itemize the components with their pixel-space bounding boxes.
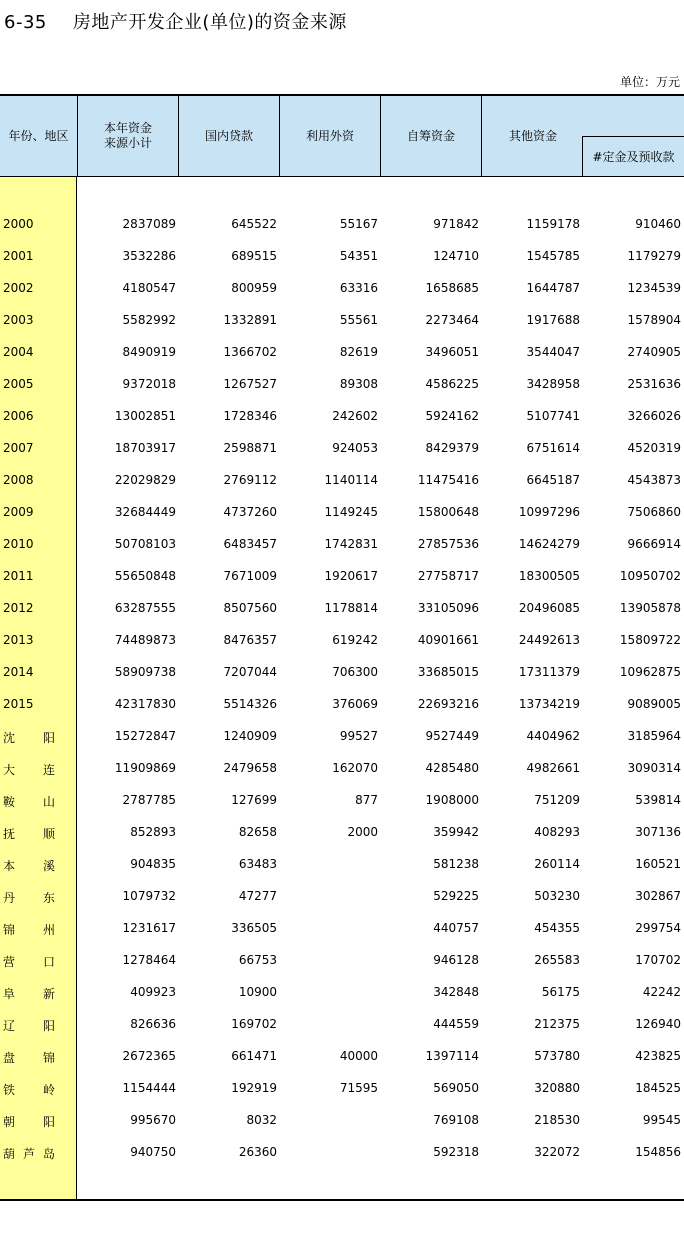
- table-number: 6-35: [4, 12, 47, 33]
- cell-c2: 8507560: [223, 601, 277, 615]
- cell-c3: 2000: [347, 825, 378, 839]
- cell-c6: 1179279: [627, 249, 681, 263]
- cell-c6: 99545: [642, 1113, 681, 1127]
- table-row: [0, 656, 684, 688]
- cell-c2: 127699: [231, 793, 277, 807]
- cell-c1: 1231617: [122, 921, 176, 935]
- cell-c6: 423825: [635, 1049, 681, 1063]
- cell-c5: 3544047: [526, 345, 580, 359]
- row-year: 2012: [3, 601, 34, 615]
- cell-c5: 17311379: [518, 665, 580, 679]
- row-region: 沈 阳: [3, 731, 55, 745]
- cell-c4: 1658685: [425, 281, 479, 295]
- cell-c1: 58909738: [114, 665, 176, 679]
- cell-c5: 751209: [534, 793, 580, 807]
- cell-c5: 320880: [534, 1081, 580, 1095]
- cell-c2: 66753: [238, 953, 277, 967]
- row-region: 朝 阳: [3, 1115, 55, 1129]
- table-row: [0, 976, 684, 1008]
- table-row: [0, 880, 684, 912]
- cell-c4: 27758717: [417, 569, 479, 583]
- cell-c1: 940750: [130, 1145, 176, 1159]
- row-year: 2004: [3, 345, 34, 359]
- cell-c2: 7207044: [223, 665, 277, 679]
- table-row: [0, 1072, 684, 1104]
- cell-c2: 1332891: [223, 313, 277, 327]
- cell-c6: 539814: [635, 793, 681, 807]
- cell-c5: 265583: [534, 953, 580, 967]
- header-deposits: [582, 136, 684, 176]
- cell-c1: 15272847: [114, 729, 176, 743]
- cell-c1: 50708103: [114, 537, 176, 551]
- row-region: 锦 州: [3, 923, 55, 937]
- row-year: 2013: [3, 633, 34, 647]
- cell-c2: 10900: [238, 985, 277, 999]
- table-header: [0, 96, 684, 177]
- table-row: [0, 1040, 684, 1072]
- cell-c5: 4982661: [526, 761, 580, 775]
- header-year-region: [0, 96, 78, 176]
- cell-c5: 1545785: [526, 249, 580, 263]
- cell-c6: 302867: [635, 889, 681, 903]
- row-year: 2010: [3, 537, 34, 551]
- cell-c1: 13002851: [114, 409, 176, 423]
- bottom-rule: [0, 1199, 684, 1201]
- cell-c6: 7506860: [627, 505, 681, 519]
- cell-c5: 218530: [534, 1113, 580, 1127]
- cell-c5: 56175: [541, 985, 580, 999]
- cell-c4: 769108: [433, 1113, 479, 1127]
- cell-c5: 503230: [534, 889, 580, 903]
- header-self-raised-label: 自筹资金: [406, 128, 455, 143]
- cell-c6: 4543873: [627, 473, 681, 487]
- header-year-region-label: 年份、地区: [8, 128, 69, 143]
- header-domestic-loans-label: 国内贷款: [204, 128, 253, 143]
- cell-c6: 184525: [635, 1081, 681, 1095]
- cell-c1: 55650848: [114, 569, 176, 583]
- row-year: 2003: [3, 313, 34, 327]
- cell-c1: 9372018: [122, 377, 176, 391]
- cell-c5: 18300505: [518, 569, 580, 583]
- table-row: [0, 848, 684, 880]
- table-row: [0, 816, 684, 848]
- cell-c2: 47277: [238, 889, 277, 903]
- cell-c4: 1908000: [425, 793, 479, 807]
- cell-c6: 42242: [642, 985, 681, 999]
- cell-c5: 454355: [534, 921, 580, 935]
- cell-c3: 619242: [332, 633, 378, 647]
- unit-label: 单位：万元: [619, 75, 680, 89]
- cell-c4: 440757: [433, 921, 479, 935]
- table-row: [0, 400, 684, 432]
- cell-c6: 4520319: [627, 441, 681, 455]
- cell-c1: 5582992: [122, 313, 176, 327]
- row-region: 鞍 山: [3, 795, 55, 809]
- cell-c2: 6483457: [223, 537, 277, 551]
- cell-c3: 877: [355, 793, 378, 807]
- cell-c2: 661471: [231, 1049, 277, 1063]
- header-self-raised: [381, 96, 482, 176]
- cell-c3: 54351: [339, 249, 378, 263]
- cell-c1: 42317830: [114, 697, 176, 711]
- cell-c2: 7671009: [223, 569, 277, 583]
- cell-c6: 1578904: [627, 313, 681, 327]
- cell-c2: 8476357: [223, 633, 277, 647]
- cell-c4: 27857536: [417, 537, 479, 551]
- cell-c6: 9666914: [627, 537, 681, 551]
- cell-c3: 924053: [332, 441, 378, 455]
- cell-c3: 1920617: [324, 569, 378, 583]
- row-year: 2007: [3, 441, 34, 455]
- cell-c2: 1366702: [223, 345, 277, 359]
- cell-c6: 9089005: [627, 697, 681, 711]
- table-title-text: 房地产开发企业(单位)的资金来源: [72, 12, 347, 33]
- cell-c4: 11475416: [417, 473, 479, 487]
- cell-c4: 33105096: [417, 601, 479, 615]
- cell-c3: 89308: [339, 377, 378, 391]
- header-deposits-label: #定金及预收款: [592, 150, 675, 164]
- cell-c5: 24492613: [518, 633, 580, 647]
- cell-c1: 74489873: [114, 633, 176, 647]
- cell-c2: 1728346: [223, 409, 277, 423]
- cell-c4: 9527449: [425, 729, 479, 743]
- cell-c4: 342848: [433, 985, 479, 999]
- cell-c1: 2837089: [122, 217, 176, 231]
- cell-c4: 124710: [433, 249, 479, 263]
- cell-c3: 40000: [339, 1049, 378, 1063]
- row-region: 营 口: [3, 955, 55, 969]
- cell-c2: 1240909: [223, 729, 277, 743]
- cell-c2: 192919: [231, 1081, 277, 1095]
- table-row: [0, 1136, 684, 1168]
- row-year: 2001: [3, 249, 34, 263]
- cell-c6: 10950702: [619, 569, 681, 583]
- cell-c5: 212375: [534, 1017, 580, 1031]
- header-foreign-capital: [280, 96, 381, 176]
- cell-c5: 4404962: [526, 729, 580, 743]
- cell-c3: 55561: [339, 313, 378, 327]
- row-region: 盘 锦: [3, 1051, 55, 1065]
- row-year: 2002: [3, 281, 34, 295]
- table-row: [0, 272, 684, 304]
- table-title: [4, 8, 347, 34]
- cell-c6: 3185964: [627, 729, 681, 743]
- table-row: [0, 912, 684, 944]
- header-other-funds-label: 其他资金: [508, 129, 557, 143]
- row-year: 2000: [3, 217, 34, 231]
- cell-c6: 154856: [635, 1145, 681, 1159]
- cell-c3: 71595: [339, 1081, 378, 1095]
- cell-c6: 910460: [635, 217, 681, 231]
- cell-c2: 8032: [246, 1113, 277, 1127]
- cell-c2: 4737260: [223, 505, 277, 519]
- table-row: [0, 1008, 684, 1040]
- cell-c5: 10997296: [518, 505, 580, 519]
- cell-c4: 4586225: [425, 377, 479, 391]
- row-year: 2008: [3, 473, 34, 487]
- cell-c5: 6751614: [526, 441, 580, 455]
- cell-c3: 242602: [332, 409, 378, 423]
- cell-c6: 2740905: [627, 345, 681, 359]
- cell-c5: 5107741: [526, 409, 580, 423]
- cell-c5: 408293: [534, 825, 580, 839]
- header-total: [78, 96, 179, 176]
- table-row: [0, 240, 684, 272]
- row-year: 2011: [3, 569, 34, 583]
- cell-c6: 2531636: [627, 377, 681, 391]
- cell-c2: 5514326: [223, 697, 277, 711]
- cell-c1: 2672365: [122, 1049, 176, 1063]
- table-row: [0, 720, 684, 752]
- cell-c4: 2273464: [425, 313, 479, 327]
- cell-c5: 1159178: [526, 217, 580, 231]
- table-row: [0, 560, 684, 592]
- cell-c5: 3428958: [526, 377, 580, 391]
- cell-c3: 162070: [332, 761, 378, 775]
- cell-c1: 18703917: [114, 441, 176, 455]
- cell-c4: 359942: [433, 825, 479, 839]
- cell-c1: 1278464: [122, 953, 176, 967]
- cell-c1: 1079732: [122, 889, 176, 903]
- cell-c5: 20496085: [518, 601, 580, 615]
- table-row: [0, 432, 684, 464]
- cell-c4: 22693216: [417, 697, 479, 711]
- cell-c2: 63483: [238, 857, 277, 871]
- header-foreign-capital-label: 利用外资: [305, 128, 354, 143]
- cell-c2: 2769112: [223, 473, 277, 487]
- cell-c4: 971842: [433, 217, 479, 231]
- cell-c6: 299754: [635, 921, 681, 935]
- cell-c1: 8490919: [122, 345, 176, 359]
- cell-c4: 1397114: [425, 1049, 479, 1063]
- row-region: 辽 阳: [3, 1019, 55, 1033]
- cell-c5: 1917688: [526, 313, 580, 327]
- row-year: 2005: [3, 377, 34, 391]
- cell-c1: 3532286: [122, 249, 176, 263]
- cell-c3: 1149245: [324, 505, 378, 519]
- cell-c4: 581238: [433, 857, 479, 871]
- cell-c1: 826636: [130, 1017, 176, 1031]
- cell-c4: 8429379: [425, 441, 479, 455]
- cell-c1: 22029829: [114, 473, 176, 487]
- cell-c5: 14624279: [518, 537, 580, 551]
- table-row: [0, 752, 684, 784]
- cell-c6: 126940: [635, 1017, 681, 1031]
- cell-c6: 307136: [635, 825, 681, 839]
- cell-c2: 2479658: [223, 761, 277, 775]
- cell-c4: 4285480: [425, 761, 479, 775]
- table-row: [0, 784, 684, 816]
- header-total-line2: 来源小计: [103, 136, 152, 150]
- cell-c4: 3496051: [425, 345, 479, 359]
- table-row: [0, 1104, 684, 1136]
- table-row: [0, 592, 684, 624]
- cell-c3: 63316: [339, 281, 378, 295]
- row-region: 大 连: [3, 763, 55, 777]
- row-region: 铁 岭: [3, 1083, 55, 1097]
- cell-c1: 852893: [130, 825, 176, 839]
- cell-c5: 260114: [534, 857, 580, 871]
- cell-c6: 15809722: [619, 633, 681, 647]
- row-year: 2006: [3, 409, 34, 423]
- table-row: [0, 208, 684, 240]
- cell-c3: 1140114: [324, 473, 378, 487]
- cell-c6: 160521: [635, 857, 681, 871]
- table-row: [0, 944, 684, 976]
- cell-c6: 13905878: [619, 601, 681, 615]
- table-row: [0, 528, 684, 560]
- cell-c2: 2598871: [223, 441, 277, 455]
- cell-c4: 15800648: [417, 505, 479, 519]
- table-body: [0, 208, 684, 1168]
- cell-c5: 6645187: [526, 473, 580, 487]
- cell-c3: 706300: [332, 665, 378, 679]
- cell-c1: 32684449: [114, 505, 176, 519]
- row-region: 本 溪: [3, 859, 55, 873]
- cell-c1: 2787785: [122, 793, 176, 807]
- cell-c4: 569050: [433, 1081, 479, 1095]
- cell-c1: 63287555: [114, 601, 176, 615]
- cell-c2: 82658: [238, 825, 277, 839]
- row-year: 2014: [3, 665, 34, 679]
- cell-c2: 1267527: [223, 377, 277, 391]
- cell-c1: 904835: [130, 857, 176, 871]
- row-year: 2009: [3, 505, 34, 519]
- cell-c3: 82619: [339, 345, 378, 359]
- cell-c2: 336505: [231, 921, 277, 935]
- row-year: 2015: [3, 697, 34, 711]
- cell-c5: 573780: [534, 1049, 580, 1063]
- cell-c1: 4180547: [122, 281, 176, 295]
- cell-c2: 689515: [231, 249, 277, 263]
- cell-c2: 26360: [238, 1145, 277, 1159]
- header-domestic-loans: [179, 96, 280, 176]
- cell-c5: 13734219: [518, 697, 580, 711]
- cell-c5: 322072: [534, 1145, 580, 1159]
- cell-c1: 409923: [130, 985, 176, 999]
- cell-c5: 1644787: [526, 281, 580, 295]
- table-row: [0, 304, 684, 336]
- cell-c2: 800959: [231, 281, 277, 295]
- header-total-line1: 本年资金: [103, 121, 152, 135]
- table-row: [0, 368, 684, 400]
- row-region: 丹 东: [3, 891, 55, 905]
- cell-c1: 11909869: [114, 761, 176, 775]
- cell-c3: 1742831: [324, 537, 378, 551]
- row-region: 抚 顺: [3, 827, 55, 841]
- cell-c3: 376069: [332, 697, 378, 711]
- row-region: 阜 新: [3, 987, 55, 1001]
- cell-c1: 1154444: [122, 1081, 176, 1095]
- table-row: [0, 336, 684, 368]
- cell-c4: 529225: [433, 889, 479, 903]
- table-row: [0, 624, 684, 656]
- cell-c4: 592318: [433, 1145, 479, 1159]
- cell-c1: 995670: [130, 1113, 176, 1127]
- cell-c6: 3266026: [627, 409, 681, 423]
- row-region: 葫 芦 岛: [3, 1147, 55, 1161]
- table-row: [0, 464, 684, 496]
- cell-c4: 946128: [433, 953, 479, 967]
- cell-c6: 10962875: [619, 665, 681, 679]
- table-row: [0, 496, 684, 528]
- cell-c3: 55167: [339, 217, 378, 231]
- cell-c4: 5924162: [425, 409, 479, 423]
- cell-c2: 645522: [231, 217, 277, 231]
- cell-c6: 170702: [635, 953, 681, 967]
- cell-c4: 444559: [433, 1017, 479, 1031]
- cell-c4: 40901661: [417, 633, 479, 647]
- cell-c3: 1178814: [324, 601, 378, 615]
- table-row: [0, 688, 684, 720]
- cell-c3: 99527: [339, 729, 378, 743]
- cell-c4: 33685015: [417, 665, 479, 679]
- cell-c6: 3090314: [627, 761, 681, 775]
- cell-c2: 169702: [231, 1017, 277, 1031]
- cell-c6: 1234539: [627, 281, 681, 295]
